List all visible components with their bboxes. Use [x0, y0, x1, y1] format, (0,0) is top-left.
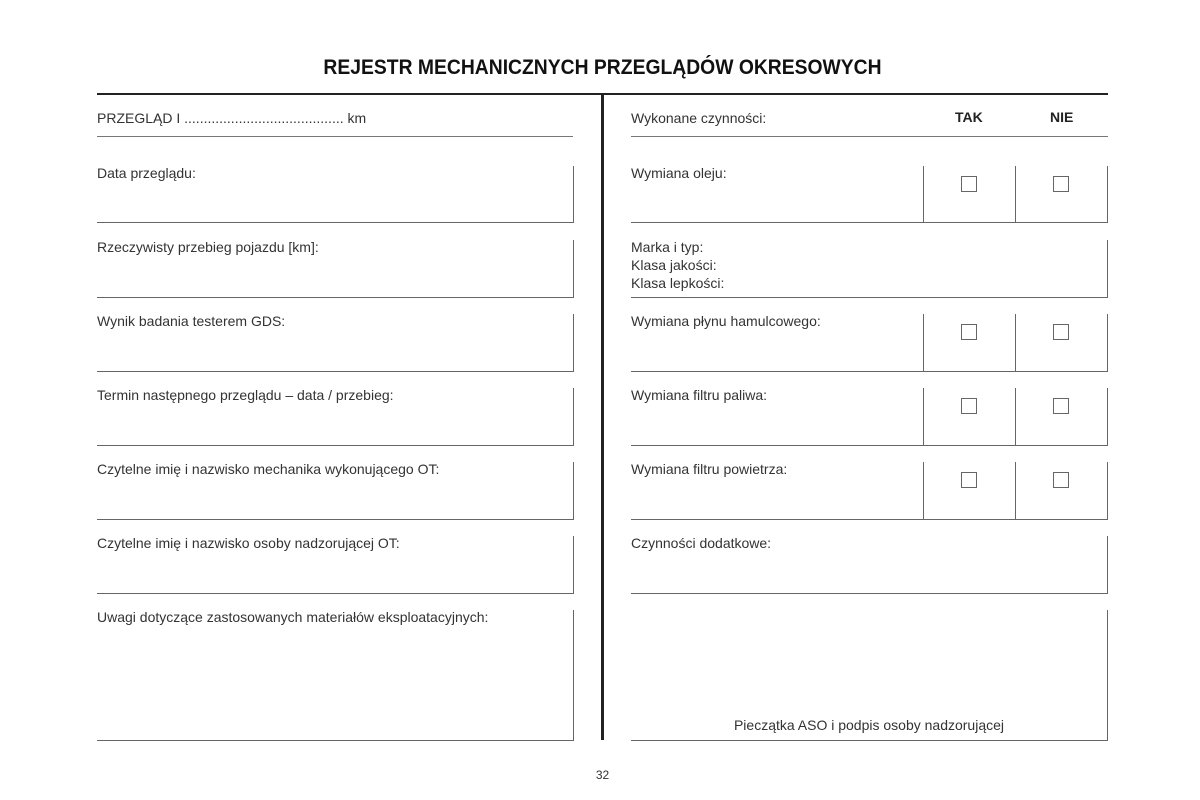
row-brake-fluid	[631, 314, 1108, 372]
column-separator	[923, 462, 924, 520]
row-label: Wymiana płynu hamulcowego:	[631, 313, 821, 329]
header-rule	[97, 136, 573, 137]
field-gds-result[interactable]	[97, 314, 574, 372]
field-next-inspection[interactable]	[97, 388, 574, 446]
field-additional-tasks[interactable]	[631, 536, 1108, 594]
oil-change-yes-checkbox[interactable]	[961, 176, 977, 192]
field-inspection-date[interactable]	[97, 166, 574, 223]
yes-column-header: TAK	[955, 109, 983, 125]
fuel-filter-no-checkbox[interactable]	[1053, 398, 1069, 414]
stamp-caption: Pieczątka ASO i podpis osoby nadzorującej	[733, 717, 1005, 733]
column-separator	[1015, 462, 1016, 520]
field-label: Data przeglądu:	[97, 165, 196, 181]
field-label: Termin następnego przeglądu – data / przebieg:	[97, 387, 394, 403]
air-filter-no-checkbox[interactable]	[1053, 472, 1069, 488]
field-supervisor-name[interactable]	[97, 536, 574, 594]
column-separator	[1015, 166, 1016, 223]
no-column-header: NIE	[1050, 109, 1074, 125]
inspection-km-header: PRZEGLĄD I ......................................... km	[97, 110, 367, 126]
row-fuel-filter	[631, 388, 1108, 446]
column-separator	[923, 314, 924, 372]
column-separator	[1015, 388, 1016, 446]
field-materials-notes[interactable]	[97, 610, 574, 741]
tasks-header: Wykonane czynności:	[631, 110, 767, 126]
row-air-filter	[631, 462, 1108, 520]
fuel-filter-yes-checkbox[interactable]	[961, 398, 977, 414]
row-label: Wymiana filtru paliwa:	[631, 387, 768, 403]
oil-quality-label: Klasa jakości:	[631, 257, 717, 273]
column-divider	[601, 93, 604, 740]
field-label: Uwagi dotyczące zastosowanych materiałów eksploatacyjnych:	[97, 609, 489, 625]
oil-viscosity-label: Klasa lepkości:	[631, 275, 725, 291]
row-label: Wymiana filtru powietrza:	[631, 461, 788, 477]
row-oil-change	[631, 166, 1108, 223]
row-label: Wymiana oleju:	[631, 165, 727, 181]
brake-fluid-yes-checkbox[interactable]	[961, 324, 977, 340]
field-label: Czytelne imię i nazwisko mechanika wykonującego OT:	[97, 461, 440, 477]
column-separator	[1015, 314, 1016, 372]
page-number: 32	[595, 768, 610, 782]
oil-change-no-checkbox[interactable]	[1053, 176, 1069, 192]
header-rule	[631, 136, 1108, 137]
field-label: Czytelne imię i nazwisko osoby nadzorującej OT:	[97, 535, 400, 551]
air-filter-yes-checkbox[interactable]	[961, 472, 977, 488]
brake-fluid-no-checkbox[interactable]	[1053, 324, 1069, 340]
field-label: Czynności dodatkowe:	[631, 535, 772, 551]
field-mechanic-name[interactable]	[97, 462, 574, 520]
oil-brand-label: Marka i typ:	[631, 239, 704, 255]
field-oil-details[interactable]	[631, 240, 1108, 298]
field-label: Wynik badania testerem GDS:	[97, 313, 286, 329]
column-separator	[923, 388, 924, 446]
field-label: Rzeczywisty przebieg pojazdu [km]:	[97, 239, 319, 255]
stamp-signature-area[interactable]	[631, 610, 1108, 741]
column-separator	[923, 166, 924, 223]
field-mileage[interactable]	[97, 240, 574, 298]
page-title: REJESTR MECHANICZNYCH PRZEGLĄDÓW OKRESOWYCH	[323, 56, 882, 79]
